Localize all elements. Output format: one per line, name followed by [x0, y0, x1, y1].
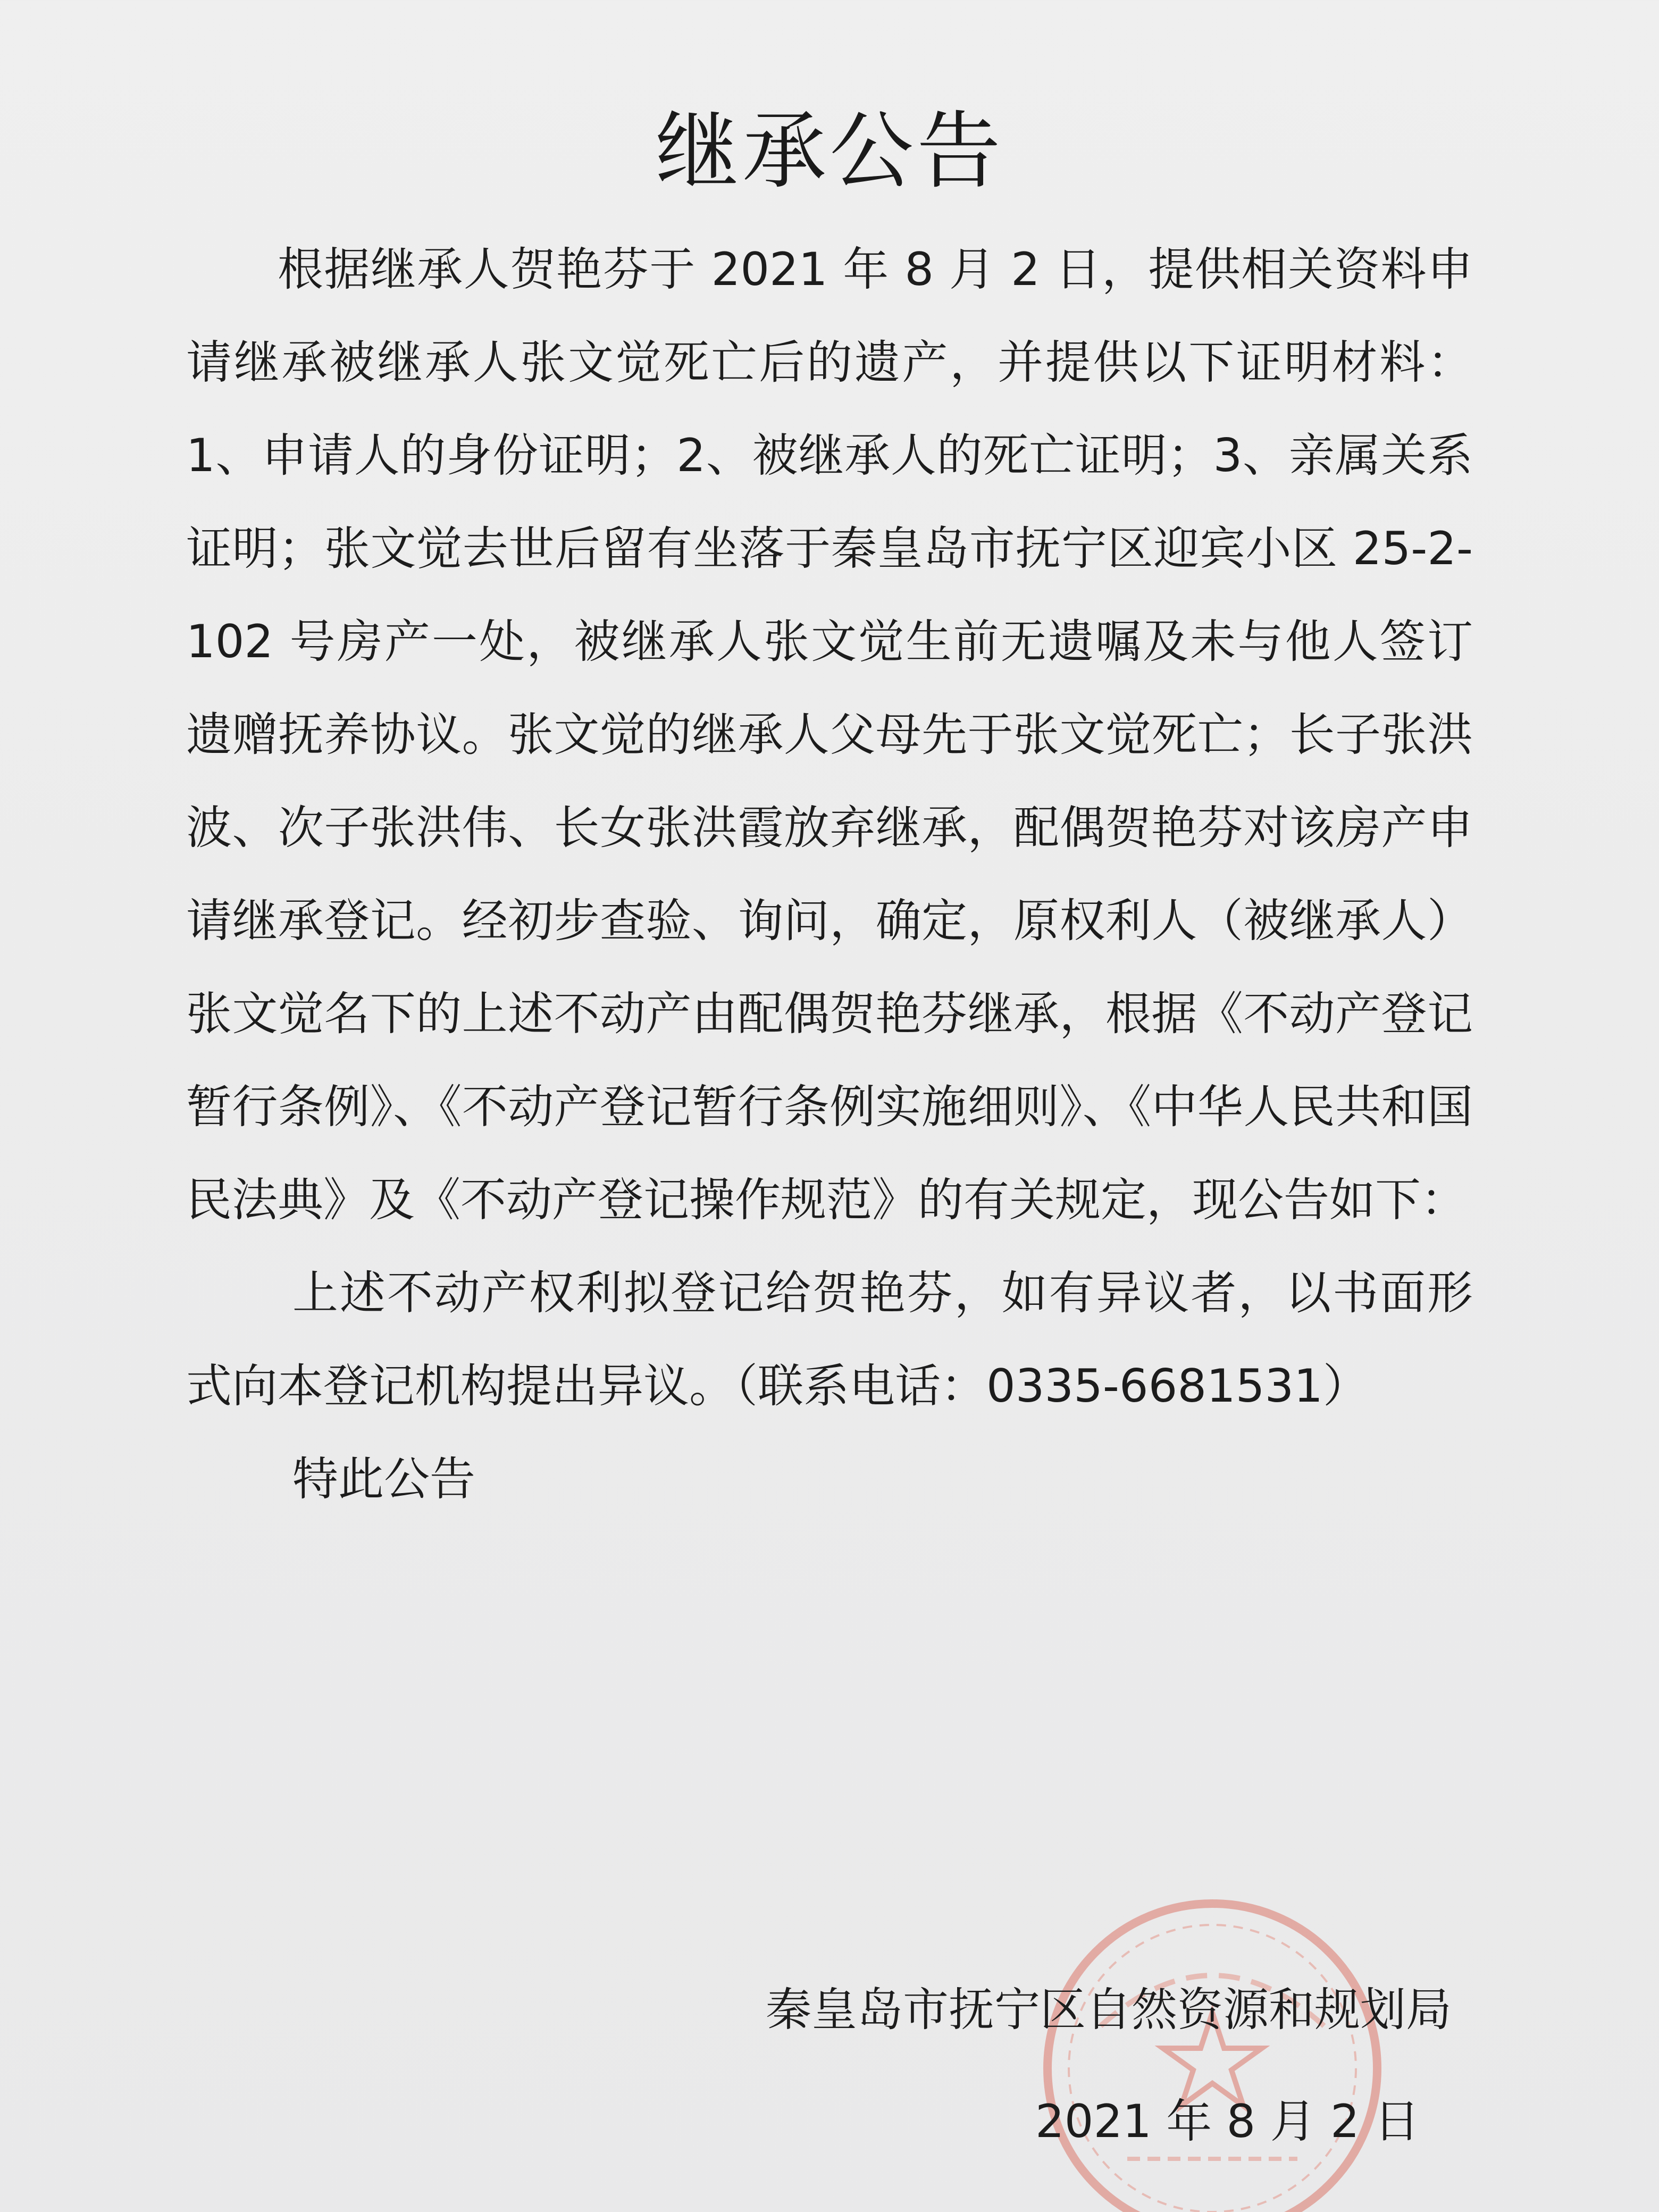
issue-date: 2021 年 8 月 2 日: [1035, 2095, 1420, 2148]
page-title: 继承公告: [655, 103, 1004, 200]
notice-paragraph-2: 上述不动产权利拟登记给贺艳芬，如有异议者，以书面形式向本登记机构提出异议。（联系电话：0335-6681531）: [186, 1267, 1473, 1413]
notice-body: [186, 223, 1473, 1526]
signing-authority: 秦皇岛市抚宁区自然资源和规划局: [766, 1983, 1452, 2037]
official-seal-icon: [1037, 1893, 1388, 2212]
notice-paragraph-1: 根据继承人贺艳芬于 2021 年 8 月 2 日，提供相关资料申请继承被继承人张文觉死亡后的遗产，并提供以下证明材料：1、申请人的身份证明；2、被继承人的死亡证明；3、亲属关系证明；张文觉去世后留有坐落于秦皇岛市抚宁区迎宾小区 25-2-102 号房产一处，被继承人张文觉生前无遗嘱及未与他人签订遗赠抚养协议。张文觉的继承人父母先于张文觉死亡；长子张洪波、次子张洪伟、长女张洪霞放弃继承，配偶贺艳芬对该房产申请继承登记。经初步查验、询问，确定，原权利人（被继承人）张文觉名下的上述不动产由配偶贺艳芬继承，根据《不动产登记暂行条例》、《不动产登记暂行条例实施细则》、《中华人民共和国民法典》及《不动产登记操作规范》的有关规定，现公告如下：: [186, 243, 1473, 1227]
closing-line: 特此公告: [292, 1453, 475, 1506]
